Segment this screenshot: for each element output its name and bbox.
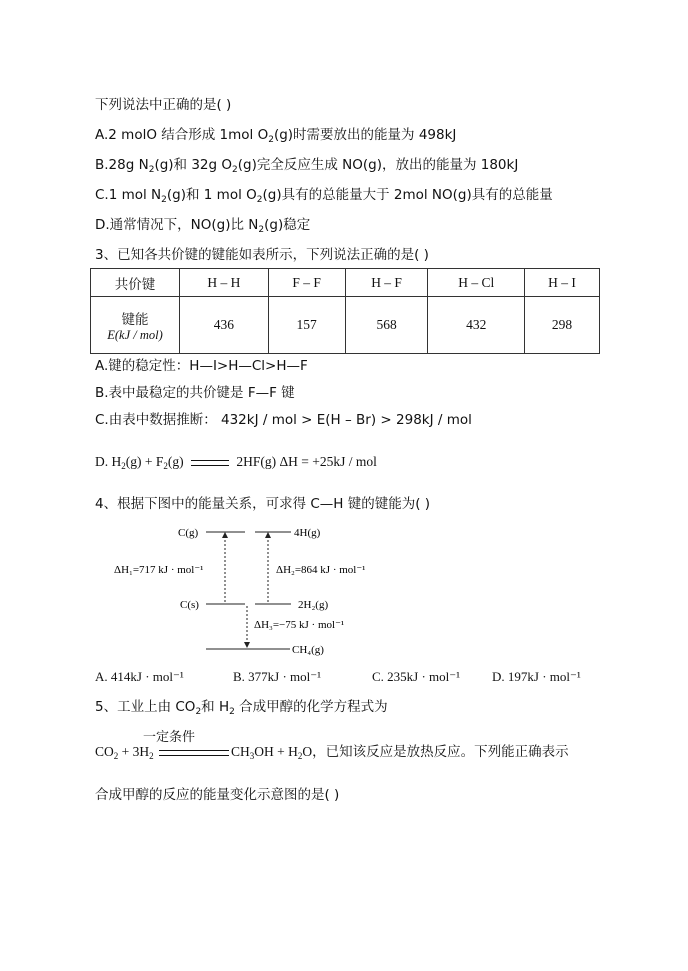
q5-stem-last: 合成甲醇的反应的能量变化示意图的是( )	[95, 787, 340, 803]
q2-option-b-text-3: (g)完全反应生成 NO(g)，放出的能量为 180kJ	[237, 157, 519, 173]
q2-option-d-text: D.通常情况下，NO(g)比 N	[95, 217, 259, 233]
q2-option-c-text-3: (g)具有的总能量大于 2mol NO(g)具有的总能量	[262, 187, 553, 203]
label-dh1: ΔH₁=717 kJ · mol⁻¹	[114, 564, 204, 576]
q2-option-a-text-2: (g)时需要放出的能量为 498kJ	[273, 127, 457, 143]
table-row	[91, 297, 600, 354]
table-cell: 298	[525, 297, 600, 354]
arrowhead-icon	[265, 532, 271, 538]
q2-option-b-text: B.28g N	[95, 157, 149, 173]
q2-option-a-text: A.2 molO 结合形成 1mol O	[95, 127, 269, 143]
label-4h: 4H(g)	[294, 527, 321, 539]
eq-text-3: CH	[231, 744, 250, 759]
label-dh3: ΔH₃=−75 kJ · mol⁻¹	[254, 619, 345, 631]
q3-option-d	[95, 452, 377, 476]
subscript: 3	[249, 751, 255, 761]
q5-stem-text-3: 合成甲醇的化学方程式为	[234, 699, 388, 715]
subscript: 2	[229, 707, 235, 717]
q4-option-d: D. 197kJ · mol⁻¹	[492, 669, 581, 684]
q5-stem-text-2: 和 H	[201, 699, 230, 715]
label-ch4: CH₄(g)	[292, 644, 324, 656]
subscript: 2	[256, 195, 263, 205]
q2-option-a	[95, 125, 456, 150]
q5-stem	[95, 697, 388, 722]
energy-level-diagram	[110, 520, 400, 660]
q3-option-d-text-3: (g)	[167, 454, 184, 469]
subscript: 2	[232, 165, 238, 175]
table-cell: 157	[268, 297, 345, 354]
table-header-cell: H – F	[345, 269, 428, 297]
q3-option-d-text: D. H	[95, 454, 122, 469]
subscript: 2	[163, 461, 168, 471]
subscript: 2	[148, 165, 155, 175]
q3-option-c: C.由表中数据推断： 432kJ / mol > E(H – Br) > 298kJ / mol	[95, 412, 472, 428]
label-cs: C(s)	[180, 599, 199, 611]
table-row-label	[91, 297, 180, 354]
q4-stem: 4、根据下图中的能量关系，可求得 C—H 键的键能为( )	[95, 496, 431, 512]
q3-stem: 3、已知各共价键的键能如表所示，下列说法正确的是( )	[95, 247, 429, 263]
table-cell: 568	[345, 297, 428, 354]
eq-text-2: + 3H	[118, 744, 150, 759]
subscript: 2	[297, 751, 303, 761]
subscript: 2	[161, 195, 167, 205]
q2-option-c-text-2: (g)和 1 mol O	[166, 187, 257, 203]
q4-option-c: C. 235kJ · mol⁻¹	[372, 669, 461, 684]
bond-energy-table	[90, 268, 600, 354]
table-cell: 436	[180, 297, 269, 354]
eq-text: CO	[95, 744, 114, 759]
table-header-cell: H – H	[180, 269, 269, 297]
q4-option-a: A. 414kJ · mol⁻¹	[95, 669, 184, 684]
label-dh2: ΔH₂=864 kJ · mol⁻¹	[276, 564, 366, 576]
equilibrium-arrow	[191, 460, 229, 466]
q2-option-b-text-2: (g)和 32g O	[154, 157, 232, 173]
table-header-row	[91, 269, 600, 297]
eq-text-4: OH + H	[254, 744, 298, 759]
q3-option-d-text-2: (g) + F	[125, 454, 164, 469]
subscript: 2	[121, 461, 126, 471]
subscript: 2	[258, 225, 265, 235]
row-label-line-2: E(kJ / mol)	[107, 327, 163, 342]
q4-option-b: B. 377kJ · mol⁻¹	[233, 669, 322, 684]
q3-option-d-text-4: 2HF(g) ΔH = +25kJ / mol	[236, 454, 377, 469]
q5-stem-text: 5、工业上由 CO	[95, 699, 196, 715]
table-header-cell: H – I	[525, 269, 600, 297]
row-label-line-1: 键能	[121, 311, 149, 328]
arrowhead-icon	[244, 642, 250, 648]
subscript: 2	[195, 707, 202, 717]
q2-stem: 下列说法中正确的是( )	[95, 97, 232, 113]
subscript: 2	[113, 751, 119, 761]
q2-option-c	[95, 185, 553, 210]
q3-option-a: A.键的稳定性：H—I>H—Cl>H—F	[95, 358, 308, 374]
q2-option-d	[95, 215, 310, 240]
q2-option-c-text: C.1 mol N	[95, 187, 162, 203]
q2-option-b	[95, 155, 518, 180]
arrowhead-icon	[222, 532, 228, 538]
label-cg: C(g)	[178, 527, 199, 539]
label-2h2: 2H₂(g)	[298, 599, 329, 611]
table-header-cell: F – F	[268, 269, 345, 297]
table-cell: 432	[428, 297, 525, 354]
eq-tail-text: ，已知该反应是放热反应。下列能正确表示	[312, 744, 569, 760]
eq-text-5: O	[302, 744, 313, 759]
q3-option-b: B.表中最稳定的共价键是 F—F 键	[95, 385, 295, 401]
subscript: 2	[149, 751, 154, 761]
subscript: 2	[268, 135, 274, 145]
q2-option-d-text-2: (g)稳定	[264, 217, 311, 233]
equilibrium-arrow	[159, 750, 229, 756]
table-header-cell: H – Cl	[428, 269, 525, 297]
table-header-cell: 共价键	[91, 269, 180, 297]
q5-equation	[95, 742, 569, 766]
reaction-condition: 一定条件	[143, 730, 196, 745]
